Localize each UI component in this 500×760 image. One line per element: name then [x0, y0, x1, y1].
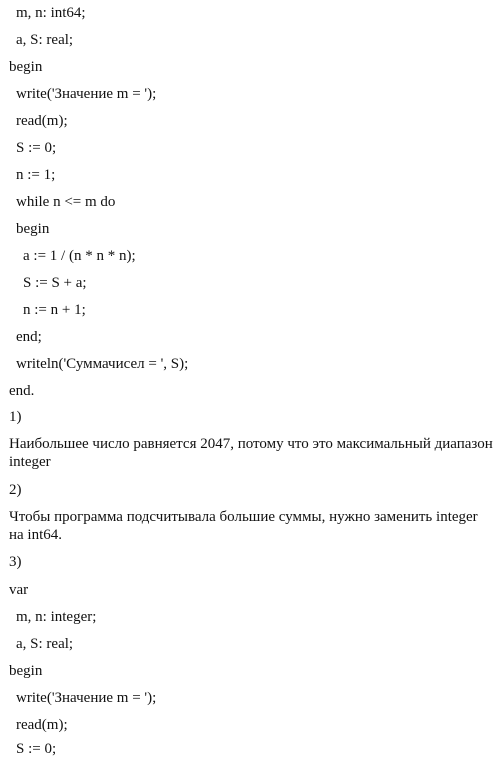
code-line: read(m); — [16, 717, 68, 733]
code-line: m, n: integer; — [16, 609, 97, 625]
code-line: a := 1 / (n * n * n); — [23, 248, 136, 264]
code-line: end. — [9, 383, 35, 399]
code-line: writeln('Суммачисел = ', S); — [16, 356, 189, 372]
code-line: begin — [9, 59, 43, 75]
code-line: while n <= m do — [16, 194, 116, 210]
code-line: S := 0; — [16, 140, 57, 156]
code-line: a, S: real; — [16, 636, 74, 652]
code-line: n := n + 1; — [23, 302, 86, 318]
code-line: write('Значение m = '); — [16, 690, 157, 706]
answer-2-label: 2) — [9, 482, 22, 498]
code-line: a, S: real; — [16, 32, 74, 48]
code-line: m, n: int64; — [16, 5, 86, 21]
code-line: S := S + a; — [23, 275, 87, 291]
code-line: var — [9, 582, 29, 598]
code-line: write('Значение m = '); — [16, 86, 157, 102]
answer-1-label: 1) — [9, 409, 22, 425]
answer-1-text: Наибольшее число равняется 2047, потому что это максимальный диапазон integer — [9, 436, 493, 470]
code-line: begin — [16, 221, 50, 237]
code-line: S := 0; — [16, 741, 57, 757]
code-line: begin — [9, 663, 43, 679]
answer-3-label: 3) — [9, 554, 22, 570]
code-line: read(m); — [16, 113, 68, 129]
answer-2-text: Чтобы программа подсчитывала большие суммы, нужно заменить integer на int64. — [9, 509, 478, 543]
code-line: end; — [16, 329, 42, 345]
code-line: n := 1; — [16, 167, 56, 183]
